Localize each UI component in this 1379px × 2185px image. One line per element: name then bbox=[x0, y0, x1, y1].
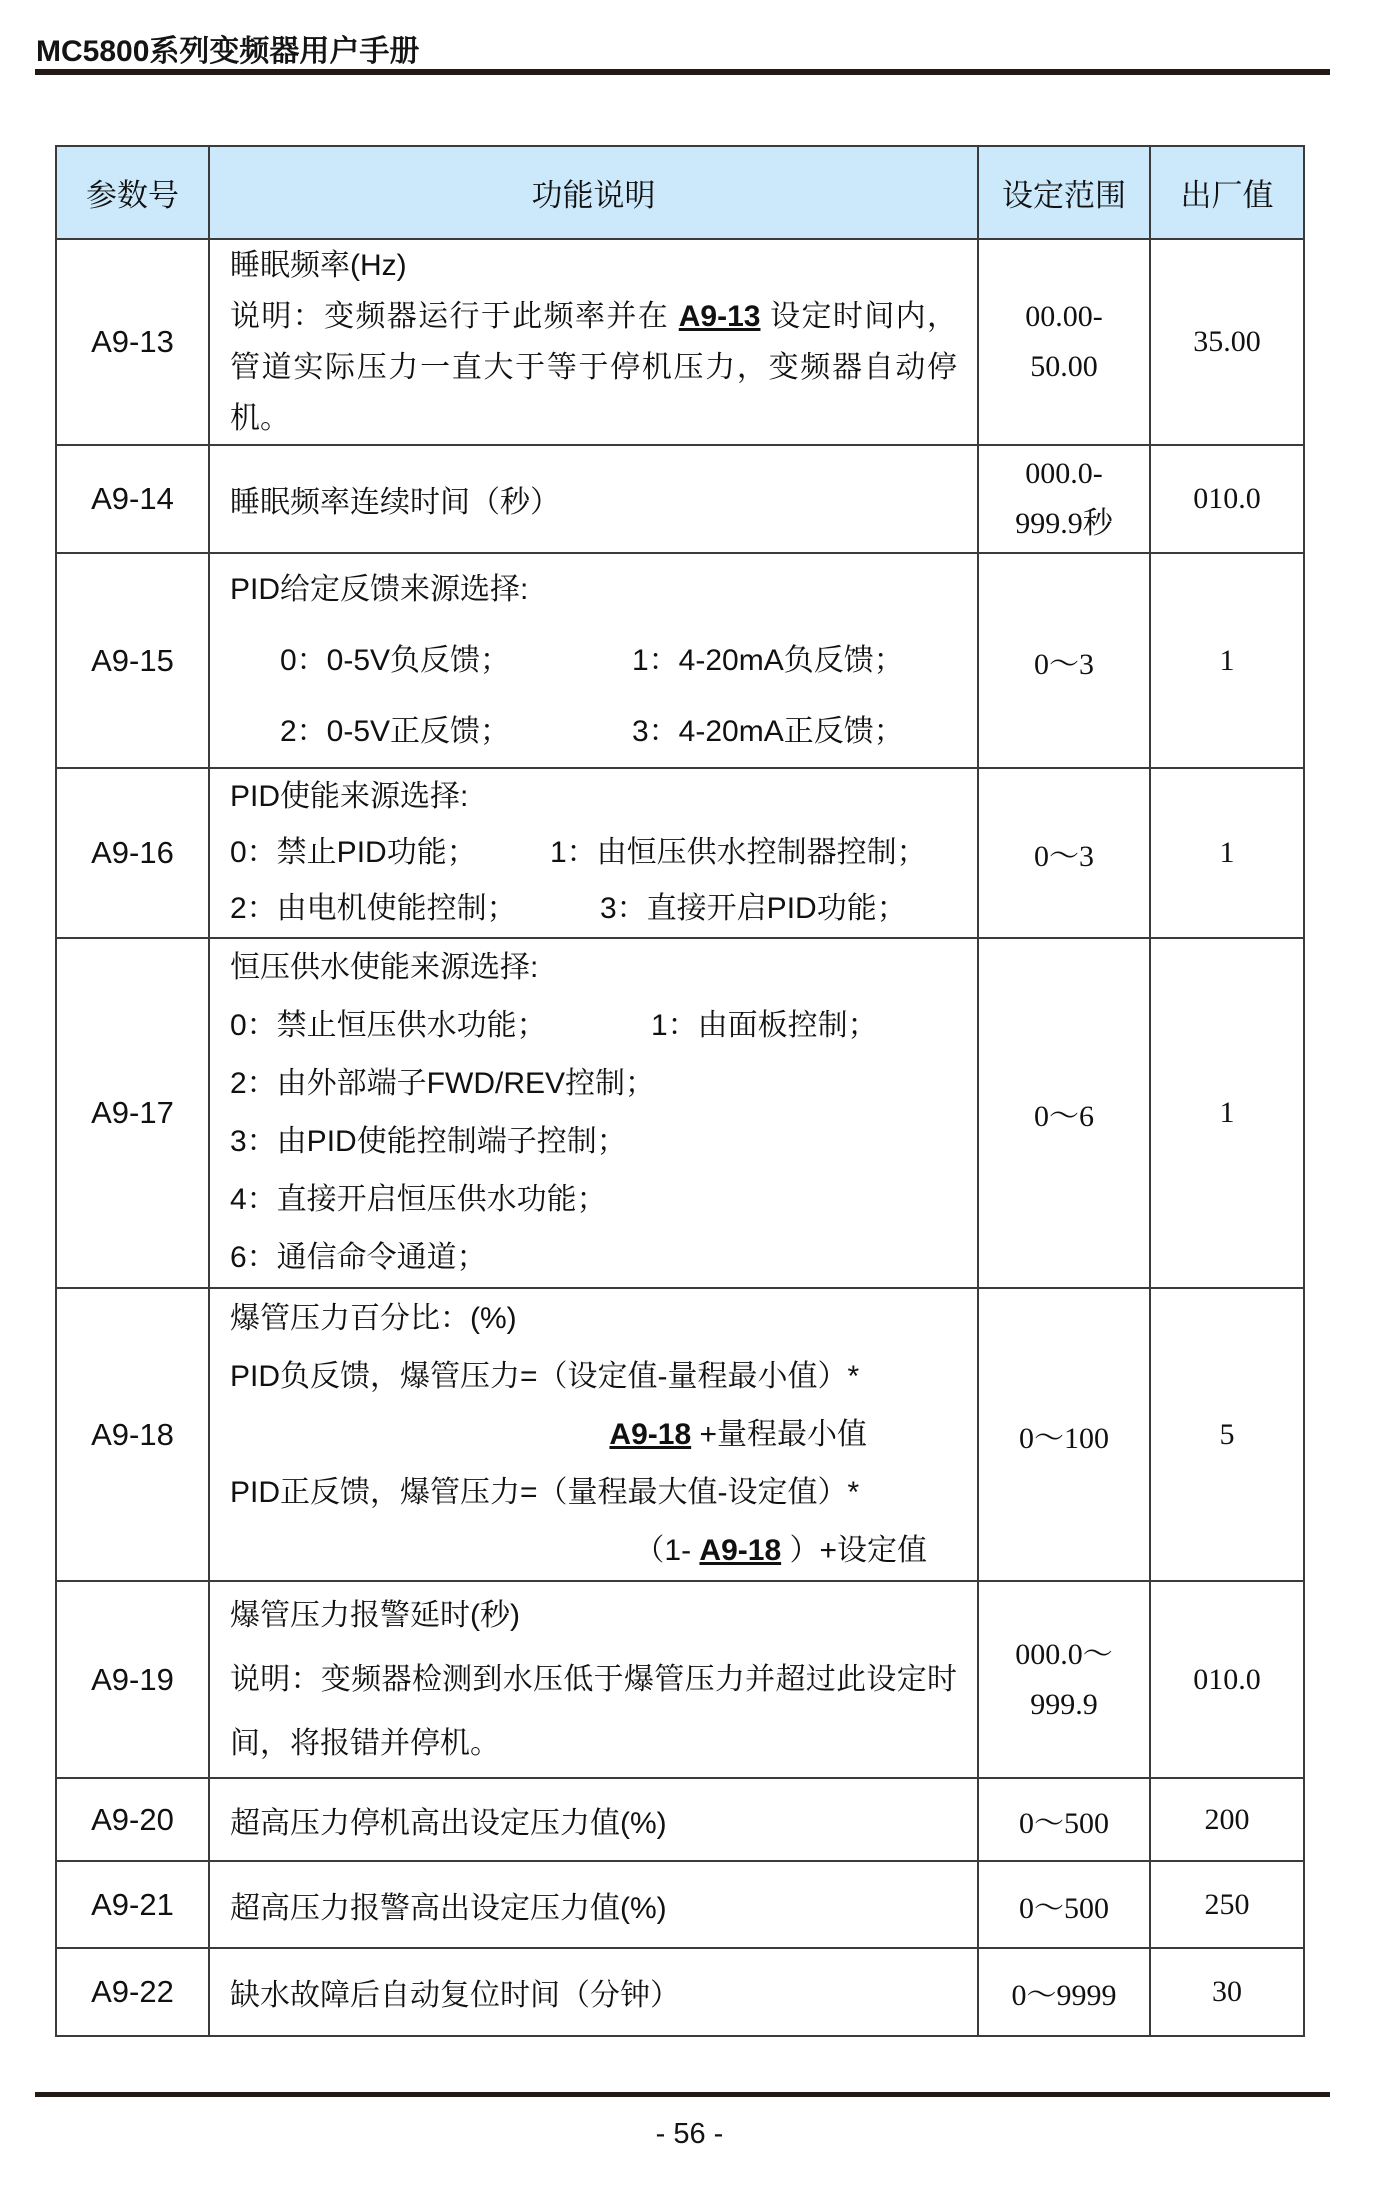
col-header-default: 出厂值 bbox=[1150, 146, 1304, 239]
parameter-table-wrapper bbox=[55, 145, 1303, 2037]
range-cell: 0～6 bbox=[978, 938, 1150, 1288]
option-line: 6：通信命令通道； bbox=[230, 1241, 487, 1274]
param-ref: A9-18 bbox=[609, 1417, 692, 1451]
desc-cell bbox=[209, 768, 978, 938]
range-line: 000.0～ bbox=[1015, 1637, 1113, 1671]
option-line: 4：直接开启恒压供水功能； bbox=[230, 1183, 607, 1216]
desc-title: 恒压供水使能来源选择: bbox=[230, 951, 539, 984]
option-line bbox=[230, 997, 957, 1055]
range-line: 50.00 bbox=[1030, 350, 1098, 383]
option: 1：4-20mA负反馈； bbox=[632, 644, 904, 677]
param-cell: A9-20 bbox=[56, 1778, 209, 1861]
formula-line: PID负反馈，爆管压力=（设定值-量程最小值）* bbox=[230, 1359, 860, 1393]
desc-title: 睡眠频率(Hz) bbox=[230, 249, 407, 282]
desc-cell: 缺水故障后自动复位时间（分钟） bbox=[209, 1948, 978, 2036]
range-cell: 0～100 bbox=[978, 1288, 1150, 1581]
option: 0：禁止恒压供水功能； bbox=[230, 1009, 547, 1042]
range-cell: 0～500 bbox=[978, 1861, 1150, 1948]
param-cell: A9-21 bbox=[56, 1861, 209, 1948]
range-line: 00.00- bbox=[1025, 300, 1103, 333]
desc-cell bbox=[209, 553, 978, 768]
desc-cell: 超高压力报警高出设定压力值(%) bbox=[209, 1861, 978, 1948]
col-header-range: 设定范围 bbox=[978, 146, 1150, 239]
param-cell: A9-19 bbox=[56, 1581, 209, 1778]
header-rule bbox=[35, 69, 1330, 75]
formula-line bbox=[230, 1522, 957, 1580]
param-ref: A9-18 bbox=[699, 1533, 782, 1567]
desc-title: 睡眠频率连续时间（秒） bbox=[230, 486, 560, 519]
range-line: 999.9秒 bbox=[1015, 507, 1113, 540]
col-header-desc: 功能说明 bbox=[209, 146, 978, 239]
desc-paragraph bbox=[230, 291, 957, 444]
desc-paragraph: 说明：变频器检测到水压低于爆管压力并超过此设定时间，将报错并停机。 bbox=[230, 1662, 957, 1760]
option: 0：0-5V负反馈； bbox=[280, 644, 511, 677]
formula-line: PID正反馈，爆管压力=（量程最大值-设定值）* bbox=[230, 1475, 860, 1509]
desc-cell bbox=[209, 239, 978, 445]
range-line: 000.0- bbox=[1025, 457, 1103, 490]
range-cell: 0～9999 bbox=[978, 1948, 1150, 2036]
range-cell: 0～500 bbox=[978, 1778, 1150, 1861]
option: 2：由电机使能控制； bbox=[230, 892, 517, 925]
range-cell bbox=[978, 1581, 1150, 1778]
table-row-a9-15 bbox=[56, 553, 1304, 768]
desc-cell bbox=[209, 1288, 978, 1581]
desc-text: 说明：变频器运行于此频率并在 bbox=[230, 300, 679, 333]
option: 2：0-5V正反馈； bbox=[280, 715, 511, 748]
param-cell: A9-17 bbox=[56, 938, 209, 1288]
desc-cell bbox=[209, 1581, 978, 1778]
param-cell: A9-13 bbox=[56, 239, 209, 445]
option: 0：禁止PID功能； bbox=[230, 836, 477, 869]
param-cell: A9-22 bbox=[56, 1948, 209, 2036]
default-cell: 010.0 bbox=[1150, 1581, 1304, 1778]
default-cell: 35.00 bbox=[1150, 239, 1304, 445]
desc-title: PID给定反馈来源选择: bbox=[230, 573, 529, 606]
desc-cell bbox=[209, 445, 978, 553]
param-cell: A9-16 bbox=[56, 768, 209, 938]
default-cell: 1 bbox=[1150, 938, 1304, 1288]
formula-line bbox=[230, 1406, 957, 1464]
table-row-a9-17 bbox=[56, 938, 1304, 1288]
param-cell: A9-18 bbox=[56, 1288, 209, 1581]
desc-title: 爆管压力百分比：(%) bbox=[230, 1301, 517, 1335]
formula-text: ）+设定值 bbox=[781, 1533, 927, 1567]
range-cell bbox=[978, 239, 1150, 445]
option-line bbox=[230, 625, 957, 696]
col-header-param: 参数号 bbox=[56, 146, 209, 239]
desc-cell: 超高压力停机高出设定压力值(%) bbox=[209, 1778, 978, 1861]
option-line bbox=[230, 881, 957, 937]
default-cell: 010.0 bbox=[1150, 445, 1304, 553]
desc-title: PID使能来源选择: bbox=[230, 780, 469, 813]
desc-title: 爆管压力报警延时(秒) bbox=[230, 1598, 520, 1632]
range-cell: 0～3 bbox=[978, 553, 1150, 768]
default-cell: 1 bbox=[1150, 768, 1304, 938]
table-row-a9-19 bbox=[56, 1581, 1304, 1778]
table-row-a9-14 bbox=[56, 445, 1304, 553]
param-cell: A9-14 bbox=[56, 445, 209, 553]
table-row-a9-20 bbox=[56, 1778, 1304, 1861]
param-ref: A9-13 bbox=[678, 300, 761, 333]
option: 3：直接开启PID功能； bbox=[600, 892, 907, 925]
param-cell: A9-15 bbox=[56, 553, 209, 768]
table-header-row bbox=[56, 146, 1304, 239]
page-title: MC5800系列变频器用户手册 bbox=[36, 35, 420, 68]
page-number: - 56 - bbox=[655, 2118, 724, 2150]
default-cell: 250 bbox=[1150, 1861, 1304, 1948]
desc-text: 设定时间内，管道实际压力一直大于等于停机压力，变频器自动停机。 bbox=[230, 300, 957, 435]
option: 3：4-20mA正反馈； bbox=[632, 715, 904, 748]
table-row-a9-16 bbox=[56, 768, 1304, 938]
option-line: 2：由外部端子FWD/REV控制； bbox=[230, 1067, 656, 1100]
default-cell: 5 bbox=[1150, 1288, 1304, 1581]
option: 1：由恒压供水控制器控制； bbox=[550, 836, 927, 869]
range-cell bbox=[978, 445, 1150, 553]
range-line: 999.9 bbox=[1030, 1687, 1098, 1721]
default-cell: 200 bbox=[1150, 1778, 1304, 1861]
default-cell: 1 bbox=[1150, 553, 1304, 768]
option-line bbox=[230, 825, 957, 881]
table-row-a9-13 bbox=[56, 239, 1304, 445]
formula-text: +量程最小值 bbox=[691, 1417, 867, 1451]
table-row-a9-18 bbox=[56, 1288, 1304, 1581]
option-line bbox=[230, 696, 957, 767]
option-line: 3：由PID使能控制端子控制； bbox=[230, 1125, 627, 1158]
table-row-a9-21 bbox=[56, 1861, 1304, 1948]
default-cell: 30 bbox=[1150, 1948, 1304, 2036]
parameter-table bbox=[55, 145, 1305, 2037]
option: 1：由面板控制； bbox=[651, 1009, 878, 1042]
footer-rule bbox=[35, 2092, 1330, 2097]
formula-text: （1- bbox=[634, 1533, 700, 1567]
desc-cell bbox=[209, 938, 978, 1288]
range-cell: 0～3 bbox=[978, 768, 1150, 938]
table-row-a9-22 bbox=[56, 1948, 1304, 2036]
